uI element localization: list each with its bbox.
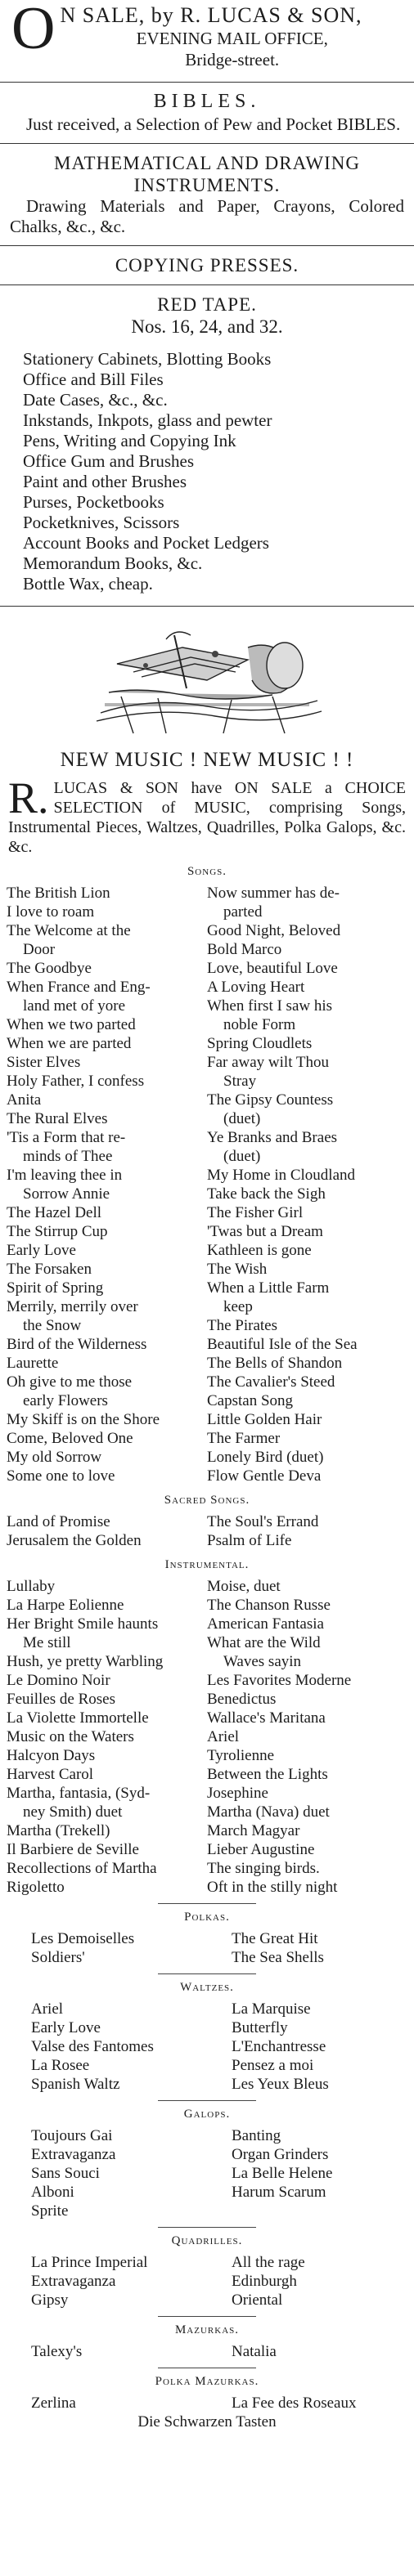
list-item: Oh give to me those	[7, 1373, 133, 1391]
polka-mazurkas-left-column	[7, 2394, 207, 2412]
list-item: Spanish Waltz	[31, 2076, 120, 2093]
list-item: Valse des Fantomes	[31, 2038, 154, 2055]
divider	[0, 245, 414, 246]
list-item: Psalm of Life	[207, 1532, 292, 1549]
list-item: Spring Cloudlets	[207, 1035, 313, 1052]
list-item: Bold Marco	[207, 941, 282, 958]
intro-text: LUCAS & SON have ON SALE a CHOICE SELECTION of MUSIC, comprising Songs, Instrumental Pieces, Waltzes, Quadrilles, Polka Galops, &c. &c.	[8, 779, 406, 856]
polka-mazurkas-heading: Polka Mazurkas.	[155, 2375, 259, 2388]
header-line-1: N SALE, by R. LUCAS & SON,	[60, 3, 362, 27]
tape-numbers: Nos. 16, 24, and 32.	[131, 316, 283, 337]
list-item: Benedictus	[207, 1691, 277, 1708]
music-intro	[0, 773, 414, 857]
list-item: Les Yeux Bleus	[232, 2076, 329, 2093]
list-item: The Great Hit	[232, 1930, 318, 1947]
list-item: Les Demoiselles	[31, 1930, 135, 1947]
tape-heading: RED TAPE.	[157, 294, 257, 315]
list-item: Holy Father, I confess	[7, 1073, 145, 1090]
divider	[0, 82, 414, 83]
list-item: Door	[23, 941, 56, 958]
list-item: Ye Branks and Braes	[207, 1129, 338, 1146]
waltzes-columns	[0, 2000, 414, 2094]
list-item: Bird of the Wilderness	[7, 1336, 147, 1353]
list-item: La Prince Imperial	[31, 2254, 148, 2271]
list-item: land met of yore	[23, 997, 126, 1015]
sacred-left-column	[7, 1512, 207, 1550]
list-item: When France and Eng-	[7, 979, 151, 996]
list-item: What are the Wild	[207, 1634, 321, 1651]
list-item: Pensez a moi	[232, 2057, 314, 2074]
list-item: Recollections of Martha	[7, 1860, 157, 1877]
header-line-2: EVENING MAIL OFFICE,	[136, 29, 328, 48]
divider	[158, 2316, 256, 2317]
list-item: Pens, Writing and Copying Ink	[23, 431, 236, 450]
list-item: Bottle Wax, cheap.	[23, 574, 153, 594]
songs-columns	[0, 884, 414, 1485]
list-item: The Goodbye	[7, 960, 92, 977]
list-item: 'Twas but a Dream	[207, 1223, 323, 1240]
list-item: Lieber Augustine	[207, 1841, 315, 1858]
mazurkas-heading: Mazurkas.	[174, 2323, 240, 2336]
list-item: Account Books and Pocket Ledgers	[23, 533, 269, 553]
list-item: The Stirrup Cup	[7, 1223, 108, 1240]
list-item: Le Domino Noir	[7, 1672, 110, 1689]
polkas-right-column	[207, 1929, 407, 1967]
list-item: The singing birds.	[207, 1860, 320, 1877]
list-item: Flow Gentle Deva	[207, 1467, 322, 1485]
list-item: Paint and other Brushes	[23, 472, 187, 491]
list-item: I love to roam	[7, 903, 95, 921]
list-item: When we are parted	[7, 1035, 132, 1052]
galops-columns	[0, 2126, 414, 2220]
waltzes-heading: Waltzes.	[180, 1981, 234, 1994]
list-item: Il Barbiere de Seville	[7, 1841, 139, 1858]
list-item: Early Love	[31, 2019, 101, 2036]
list-item: Far away wilt Thou	[207, 1054, 329, 1071]
list-item: Banting	[232, 2127, 281, 2144]
list-item: Pocketknives, Scissors	[23, 513, 180, 532]
list-item: Sister Elves	[7, 1054, 81, 1071]
songs-left-column	[7, 884, 207, 1485]
list-item: Harvest Carol	[7, 1766, 94, 1783]
list-item: Spirit of Spring	[7, 1279, 104, 1297]
songs-heading: Songs.	[187, 865, 227, 878]
list-item: early Flowers	[23, 1392, 108, 1409]
list-item: I'm leaving thee in	[7, 1167, 123, 1184]
list-item: keep	[223, 1298, 253, 1315]
list-item: Memorandum Books, &c.	[23, 553, 203, 573]
mazurkas-right-column	[207, 2342, 407, 2361]
list-item: Jerusalem the Golden	[7, 1532, 142, 1549]
list-item: The Forsaken	[7, 1261, 92, 1278]
list-item: Merrily, merrily over	[7, 1298, 138, 1315]
sacred-heading: Sacred Songs.	[164, 1494, 250, 1507]
list-item: Come, Beloved One	[7, 1430, 133, 1447]
list-item: minds of Thee	[23, 1148, 113, 1165]
list-item: Soldiers'	[31, 1949, 85, 1966]
list-item: Anita	[7, 1091, 42, 1109]
list-item: The Wish	[207, 1261, 268, 1278]
quadrilles-columns	[0, 2253, 414, 2309]
sacred-right-column	[207, 1512, 407, 1550]
list-item: Waves sayin	[223, 1653, 302, 1670]
list-item: (duet)	[223, 1148, 261, 1165]
bibles-section	[0, 91, 414, 135]
sacred-columns	[0, 1512, 414, 1550]
list-item: Purses, Pocketbooks	[23, 492, 164, 512]
divider	[0, 143, 414, 144]
galops-right-column	[207, 2126, 407, 2220]
list-item: When a Little Farm	[207, 1279, 330, 1297]
divider	[158, 2100, 256, 2101]
songs-right-column	[207, 884, 407, 1485]
list-item: The Hazel Dell	[7, 1204, 102, 1221]
list-item: Take back the Sigh	[207, 1185, 326, 1203]
list-item: The Gipsy Countess	[207, 1091, 334, 1109]
quadrilles-right-column	[207, 2253, 407, 2309]
copying-section	[0, 254, 414, 276]
list-item: Extravaganza	[31, 2273, 116, 2290]
list-item: Ariel	[207, 1728, 240, 1745]
list-item: Toujours Gai	[31, 2127, 113, 2144]
stationery-list	[0, 349, 414, 594]
instrumental-right-column	[207, 1577, 407, 1897]
list-item: Early Love	[7, 1242, 76, 1259]
list-item: Talexy's	[31, 2343, 83, 2360]
polkas-left-column	[7, 1929, 207, 1967]
list-item: Martha (Trekell)	[7, 1822, 110, 1839]
list-item: A Loving Heart	[207, 979, 305, 996]
list-item: Hush, ye pretty Warbling	[7, 1653, 164, 1670]
list-item: Music on the Waters	[7, 1728, 134, 1745]
list-item: The British Lion	[7, 885, 110, 902]
list-item: All the rage	[232, 2254, 305, 2271]
new-music-title: NEW MUSIC ! NEW MUSIC ! !	[60, 749, 354, 771]
mazurkas-left-column	[7, 2342, 207, 2361]
polka-mazurkas-right-column	[207, 2394, 407, 2412]
list-item: The Fisher Girl	[207, 1204, 304, 1221]
list-item: The Sea Shells	[232, 1949, 324, 1966]
list-item: March Magyar	[207, 1822, 300, 1839]
math-section	[0, 152, 414, 237]
list-item: Rigoletto	[7, 1879, 65, 1896]
list-item: Office and Bill Files	[23, 370, 164, 389]
list-item: Love, beautiful Love	[207, 960, 338, 977]
list-item: American Fantasia	[207, 1615, 324, 1633]
mazurkas-columns	[0, 2342, 414, 2361]
bibles-text: Just received, a Selection of Pew and Pocket BIBLES.	[26, 114, 401, 134]
intro-drop-cap: R.	[8, 773, 49, 822]
list-item: the Snow	[23, 1317, 82, 1334]
list-item: L'Enchantresse	[232, 2038, 326, 2055]
list-item: La Harpe Eolienne	[7, 1597, 124, 1614]
list-item: Gipsy	[31, 2292, 69, 2309]
list-item: Sans Souci	[31, 2165, 100, 2182]
list-item: parted	[223, 903, 263, 921]
divider	[158, 1903, 256, 1904]
polka-mazurkas-columns	[0, 2394, 414, 2412]
quadrilles-left-column	[7, 2253, 207, 2309]
list-item: ney Smith) duet	[23, 1803, 123, 1821]
instrumental-left-column	[7, 1577, 207, 1897]
list-item: The Farmer	[207, 1430, 281, 1447]
list-item: Stationery Cabinets, Blotting Books	[23, 349, 272, 369]
list-item: Wallace's Maritana	[207, 1709, 326, 1727]
math-heading: MATHEMATICAL AND DRAWING INSTRUMENTS.	[54, 153, 360, 195]
waltzes-right-column	[207, 2000, 407, 2094]
list-item: Butterfly	[232, 2019, 288, 2036]
list-item: Capstan Song	[207, 1392, 294, 1409]
list-item: The Chanson Russe	[207, 1597, 331, 1614]
list-item: Moise, duet	[207, 1578, 281, 1595]
list-item: La Rosee	[31, 2057, 90, 2074]
list-item: Stray	[223, 1073, 257, 1090]
list-item: When we two parted	[7, 1016, 136, 1033]
list-item: Feuilles de Roses	[7, 1691, 115, 1708]
list-item: Edinburgh	[232, 2273, 297, 2290]
header-line-3: Bridge-street.	[185, 50, 280, 69]
instrumental-heading: Instrumental.	[164, 1558, 250, 1571]
shop-header	[0, 0, 414, 70]
list-item: Inkstands, Inkpots, glass and pewter	[23, 410, 272, 430]
list-item: Lullaby	[7, 1578, 56, 1595]
copying-heading: COPYING PRESSES.	[115, 255, 299, 276]
list-item: Some one to love	[7, 1467, 115, 1485]
list-item: Date Cases, &c., &c.	[23, 390, 168, 410]
list-item: The Bells of Shandon	[207, 1355, 343, 1372]
math-text: Drawing Materials and Paper, Crayons, Colored Chalks, &c., &c.	[10, 196, 404, 236]
list-item: (duet)	[223, 1110, 261, 1127]
list-item: Lonely Bird (duet)	[207, 1449, 324, 1466]
list-item: noble Form	[223, 1016, 296, 1033]
list-item: Good Night, Beloved	[207, 922, 341, 939]
list-item: Halcyon Days	[7, 1747, 96, 1764]
list-item: La Belle Helene	[232, 2165, 333, 2182]
divider	[0, 606, 414, 607]
divider	[158, 1973, 256, 1974]
list-item: The Pirates	[207, 1317, 278, 1334]
list-item: Alboni	[31, 2184, 74, 2201]
list-item: Between the Lights	[207, 1766, 328, 1783]
list-item: Extravaganza	[31, 2146, 116, 2163]
waltzes-left-column	[7, 2000, 207, 2094]
list-item: The Cavalier's Steed	[207, 1373, 335, 1391]
list-item: La Fee des Roseaux	[232, 2395, 357, 2412]
list-item: La Violette Immortelle	[7, 1709, 149, 1727]
polka-mazurka-last-item: Die Schwarzen Tasten	[137, 2413, 277, 2430]
list-item: The Rural Elves	[7, 1110, 108, 1127]
music-instruments-illustration	[84, 615, 330, 737]
list-item: Josephine	[207, 1785, 268, 1802]
instrumental-columns	[0, 1577, 414, 1897]
list-item: Laurette	[7, 1355, 59, 1372]
list-item: Zerlina	[31, 2395, 76, 2412]
list-item: Tyrolienne	[207, 1747, 275, 1764]
list-item: Organ Grinders	[232, 2146, 329, 2163]
divider	[158, 2227, 256, 2228]
list-item: Harum Scarum	[232, 2184, 326, 2201]
polkas-heading: Polkas.	[184, 1911, 230, 1924]
list-item: Martha (Nava) duet	[207, 1803, 330, 1821]
bibles-heading: BIBLES.	[153, 91, 261, 112]
list-item: Oft in the stilly night	[207, 1879, 338, 1896]
list-item: Her Bright Smile haunts	[7, 1615, 159, 1633]
divider	[0, 284, 414, 285]
list-item: Kathleen is gone	[207, 1242, 312, 1259]
list-item: My Skiff is on the Shore	[7, 1411, 160, 1428]
list-item: Sorrow Annie	[23, 1185, 110, 1203]
list-item: Martha, fantasia, (Syd-	[7, 1785, 151, 1802]
galops-left-column	[7, 2126, 207, 2220]
list-item: Oriental	[232, 2292, 283, 2309]
list-item: La Marquise	[232, 2000, 311, 2018]
list-item: Les Favorites Moderne	[207, 1672, 352, 1689]
list-item: Office Gum and Brushes	[23, 451, 194, 471]
list-item: Land of Promise	[7, 1513, 110, 1530]
header-drop-cap: O	[11, 0, 56, 62]
list-item: Me still	[23, 1634, 71, 1651]
list-item: When first I saw his	[207, 997, 333, 1015]
tape-section	[0, 293, 414, 338]
list-item: Beautiful Isle of the Sea	[207, 1336, 358, 1353]
list-item: The Soul's Errand	[207, 1513, 319, 1530]
galops-heading: Galops.	[183, 2108, 231, 2121]
list-item: Ariel	[31, 2000, 64, 2018]
list-item: Now summer has de-	[207, 885, 340, 902]
list-item: Sprite	[31, 2202, 69, 2220]
list-item: Natalia	[232, 2343, 277, 2360]
list-item: My old Sorrow	[7, 1449, 102, 1466]
list-item: The Welcome at the	[7, 922, 131, 939]
list-item: Little Golden Hair	[207, 1411, 322, 1428]
list-item: My Home in Cloudland	[207, 1167, 356, 1184]
polkas-columns	[0, 1929, 414, 1967]
quadrilles-heading: Quadrilles.	[171, 2234, 243, 2247]
list-item: 'Tis a Form that re-	[7, 1129, 126, 1146]
